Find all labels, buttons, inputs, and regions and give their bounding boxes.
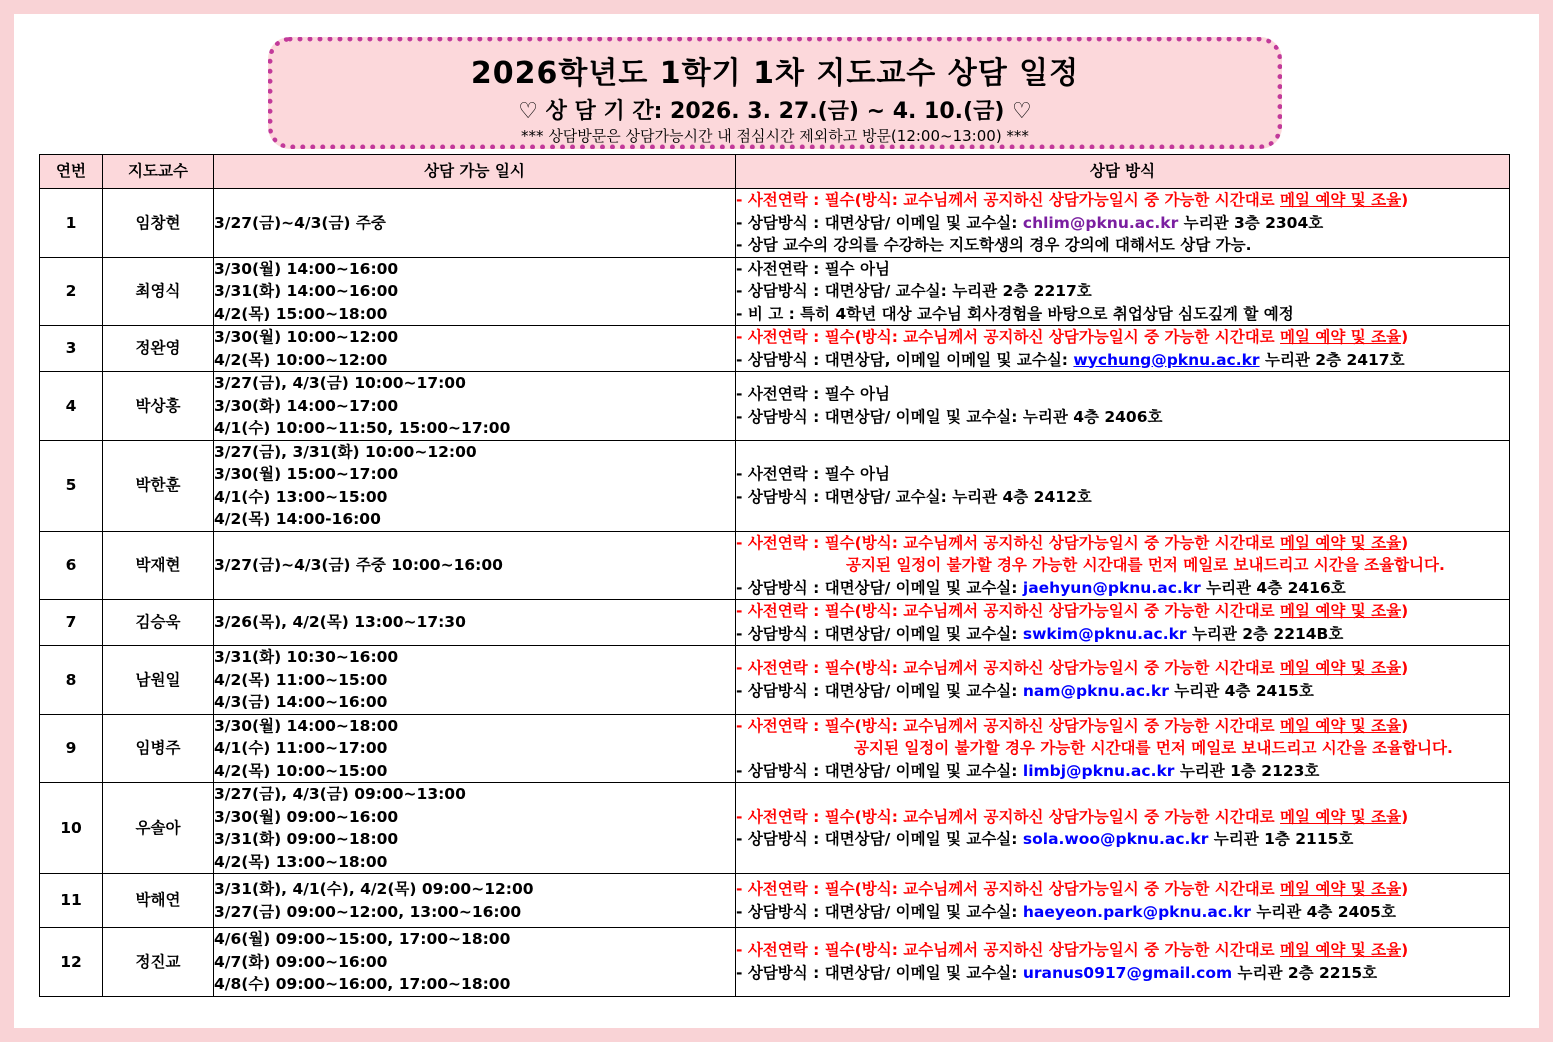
row-method [736, 372, 1510, 441]
time-slot: 4/1(수) 10:00~11:50, 15:00~17:00 [214, 419, 511, 437]
row-professor: 남원일 [103, 646, 214, 715]
email-link[interactable]: wychung@pknu.ac.kr [1073, 350, 1260, 369]
method-line: - 상담방식 : 대면상담/ 이메일 및 교수실: 누리관 4층 2406호 [736, 407, 1163, 426]
method-line: - 상담방식 : 대면상담/ 교수실: 누리관 4층 2412호 [736, 487, 1092, 506]
table-row [40, 874, 1510, 928]
extra-note: - 상담 교수의 강의를 수강하는 지도학생의 경우 강의에 대해서도 상담 가능. [736, 236, 1252, 254]
method-line: - 상담방식 : 대면상담, 이메일 이메일 및 교수실: wychung@pknu.ac.kr 누리관 2층 2417호 [736, 350, 1405, 369]
email-link[interactable]: jaehyun@pknu.ac.kr [1022, 578, 1201, 597]
time-slot: 3/30(월) 09:00~16:00 [214, 807, 399, 826]
method-line: - 상담방식 : 대면상담/ 이메일 및 교수실: jaehyun@pknu.ac.kr 누리관 4층 2416호 [736, 578, 1346, 597]
time-slot: 4/2(목) 10:00~12:00 [214, 350, 388, 369]
table-row [40, 257, 1510, 326]
time-slot: 4/2(목) 14:00-16:00 [214, 510, 381, 528]
row-num: 10 [40, 783, 103, 874]
table-row [40, 783, 1510, 874]
row-num: 6 [40, 531, 103, 600]
row-method [736, 783, 1510, 874]
time-slot: 4/2(목) 15:00~18:00 [214, 304, 388, 323]
row-professor: 김승욱 [103, 600, 214, 646]
time-slot: 4/1(수) 13:00~15:00 [214, 487, 388, 506]
email-link[interactable]: swkim@pknu.ac.kr [1022, 624, 1187, 643]
row-times [214, 257, 736, 326]
row-num: 4 [40, 372, 103, 441]
contact-not-required: - 사전연락 : 필수 아님 [736, 259, 891, 278]
method-line: - 상담방식 : 대면상담/ 이메일 및 교수실: chlim@pknu.ac.kr 누리관 3층 2304호 [736, 213, 1324, 232]
col-header-method: 상담 방식 [736, 155, 1510, 189]
time-slot: 4/7(화) 09:00~16:00 [214, 952, 388, 971]
time-slot: 3/30(화) 14:00~17:00 [214, 396, 399, 415]
row-professor: 최영식 [103, 257, 214, 326]
extra-note: - 비 고 : 특히 4학년 대상 교수님 회사경험을 바탕으로 취업상담 심도깊게 할 예정 [736, 304, 1294, 323]
row-professor: 임병주 [103, 714, 214, 783]
time-slot: 4/6(월) 09:00~15:00, 17:00~18:00 [214, 930, 511, 948]
time-slot: 3/30(월) 15:00~17:00 [214, 465, 399, 483]
followup-note: 공지된 일정이 불가할 경우 가능한 시간대를 먼저 메일로 보내드리고 시간을 조율합니다. [854, 739, 1453, 757]
email-link[interactable]: sola.woo@pknu.ac.kr [1022, 830, 1209, 848]
row-method [736, 646, 1510, 715]
time-slot: 3/31(화) 10:30~16:00 [214, 648, 399, 666]
time-slot: 4/2(목) 10:00~15:00 [214, 761, 388, 780]
contact-required: - 사전연락 : 필수(방식: 교수님께서 공지하신 상담가능일시 중 가능한 시간대로 메일 예약 및 조율) [736, 807, 1409, 826]
table-row [40, 326, 1510, 372]
row-times [214, 531, 736, 600]
email-link[interactable]: limbj@pknu.ac.kr [1022, 761, 1175, 780]
row-times [214, 189, 736, 258]
row-method [736, 326, 1510, 372]
time-slot: 4/2(목) 13:00~18:00 [214, 852, 388, 871]
title-banner [268, 37, 1282, 149]
table-row [40, 189, 1510, 258]
time-slot: 3/30(월) 10:00~12:00 [214, 328, 399, 346]
contact-not-required: - 사전연락 : 필수 아님 [736, 385, 891, 404]
row-method [736, 714, 1510, 783]
row-professor: 우솔아 [103, 783, 214, 874]
time-slot: 3/30(월) 14:00~18:00 [214, 716, 399, 735]
row-num: 3 [40, 326, 103, 372]
time-slot: 3/27(금)~4/3(금) 주중 10:00~16:00 [214, 556, 503, 574]
row-method [736, 189, 1510, 258]
row-num: 5 [40, 440, 103, 531]
contact-required: - 사전연락 : 필수(방식: 교수님께서 공지하신 상담가능일시 중 가능한 시간대로 메일 예약 및 조율) [736, 941, 1409, 960]
row-method [736, 600, 1510, 646]
table-row [40, 531, 1510, 600]
followup-note: 공지된 일정이 불가할 경우 가능한 시간대를 먼저 메일로 보내드리고 시간을 조율합니다. [846, 556, 1445, 574]
row-num: 9 [40, 714, 103, 783]
row-num: 1 [40, 189, 103, 258]
table-row [40, 440, 1510, 531]
table-row [40, 600, 1510, 646]
table-row [40, 372, 1510, 441]
row-professor: 임창현 [103, 189, 214, 258]
email-link[interactable]: chlim@pknu.ac.kr [1022, 213, 1179, 232]
method-line: - 상담방식 : 대면상담/ 이메일 및 교수실: haeyeon.park@pknu.ac.kr 누리관 4층 2405호 [736, 902, 1396, 921]
time-slot: 4/3(금) 14:00~16:00 [214, 693, 388, 711]
row-num: 7 [40, 600, 103, 646]
row-times [214, 874, 736, 928]
row-method [736, 257, 1510, 326]
contact-required: - 사전연락 : 필수(방식: 교수님께서 공지하신 상담가능일시 중 가능한 시간대로 메일 예약 및 조율) [736, 659, 1409, 678]
time-slot: 3/31(화) 14:00~16:00 [214, 282, 399, 300]
page-title: 2026학년도 1학기 1차 지도교수 상담 일정 [470, 56, 1080, 91]
table-row [40, 714, 1510, 783]
method-line: - 상담방식 : 대면상담/ 이메일 및 교수실: sola.woo@pknu.ac.kr 누리관 1층 2115호 [736, 830, 1354, 848]
row-num: 12 [40, 928, 103, 997]
row-professor: 박해연 [103, 874, 214, 928]
row-times [214, 714, 736, 783]
time-slot: 3/27(금), 4/3(금) 09:00~13:00 [214, 785, 466, 803]
row-professor: 정진교 [103, 928, 214, 997]
contact-required: - 사전연락 : 필수(방식: 교수님께서 공지하신 상담가능일시 중 가능한 시간대로 메일 예약 및 조율) [736, 328, 1409, 346]
schedule-table [39, 154, 1510, 997]
method-line: - 상담방식 : 대면상담/ 교수실: 누리관 2층 2217호 [736, 282, 1092, 300]
time-slot: 3/30(월) 14:00~16:00 [214, 259, 399, 278]
method-line: - 상담방식 : 대면상담/ 이메일 및 교수실: uranus0917@gmail.com 누리관 2층 2215호 [736, 963, 1378, 982]
time-slot: 3/31(화) 09:00~18:00 [214, 830, 399, 848]
contact-required: - 사전연락 : 필수(방식: 교수님께서 공지하신 상담가능일시 중 가능한 시간대로 메일 예약 및 조율) [736, 880, 1409, 898]
col-header-professor: 지도교수 [103, 155, 214, 189]
row-method [736, 531, 1510, 600]
time-slot: 4/1(수) 11:00~17:00 [214, 739, 388, 757]
row-num: 2 [40, 257, 103, 326]
time-slot: 3/26(목), 4/2(목) 13:00~17:30 [214, 613, 466, 632]
email-link[interactable]: nam@pknu.ac.kr [1022, 681, 1169, 700]
row-professor: 박한훈 [103, 440, 214, 531]
table-row [40, 928, 1510, 997]
counseling-period: ♡ 상 담 기 간: 2026. 3. 27.(금) ~ 4. 10.(금) ♡ [518, 99, 1032, 124]
contact-required: - 사전연락 : 필수(방식: 교수님께서 공지하신 상담가능일시 중 가능한 시간대로 메일 예약 및 조율) [736, 191, 1409, 209]
row-num: 8 [40, 646, 103, 715]
method-line: - 상담방식 : 대면상담/ 이메일 및 교수실: swkim@pknu.ac.kr 누리관 2층 2214B호 [736, 624, 1344, 643]
row-times [214, 600, 736, 646]
row-professor: 정완영 [103, 326, 214, 372]
row-method [736, 928, 1510, 997]
row-times [214, 646, 736, 715]
col-header-times: 상담 가능 일시 [214, 155, 736, 189]
time-slot: 3/27(금), 4/3(금) 10:00~17:00 [214, 374, 466, 392]
row-professor: 박상홍 [103, 372, 214, 441]
contact-required: - 사전연락 : 필수(방식: 교수님께서 공지하신 상담가능일시 중 가능한 시간대로 메일 예약 및 조율) [736, 602, 1409, 620]
table-header-row [40, 155, 1510, 189]
time-slot: 4/8(수) 09:00~16:00, 17:00~18:00 [214, 975, 511, 993]
visit-note: *** 상담방문은 상담가능시간 내 점심시간 제외하고 방문(12:00~13:00) *** [521, 127, 1029, 145]
time-slot: 4/2(목) 11:00~15:00 [214, 670, 388, 689]
table-row [40, 646, 1510, 715]
row-method [736, 874, 1510, 928]
contact-required: - 사전연락 : 필수(방식: 교수님께서 공지하신 상담가능일시 중 가능한 시간대로 메일 예약 및 조율) [736, 716, 1409, 735]
time-slot: 3/31(화), 4/1(수), 4/2(목) 09:00~12:00 [214, 880, 534, 898]
row-professor: 박재현 [103, 531, 214, 600]
col-header-num: 연번 [40, 155, 103, 189]
row-times [214, 783, 736, 874]
row-times [214, 372, 736, 441]
contact-required: - 사전연락 : 필수(방식: 교수님께서 공지하신 상담가능일시 중 가능한 시간대로 메일 예약 및 조율) [736, 533, 1409, 552]
time-slot: 3/27(금)~4/3(금) 주중 [214, 213, 386, 232]
row-num: 11 [40, 874, 103, 928]
method-line: - 상담방식 : 대면상담/ 이메일 및 교수실: nam@pknu.ac.kr 누리관 4층 2415호 [736, 681, 1314, 700]
contact-not-required: - 사전연락 : 필수 아님 [736, 465, 891, 483]
time-slot: 3/27(금) 09:00~12:00, 13:00~16:00 [214, 902, 522, 921]
row-times [214, 928, 736, 997]
time-slot: 3/27(금), 3/31(화) 10:00~12:00 [214, 442, 477, 461]
row-method [736, 440, 1510, 531]
row-times [214, 326, 736, 372]
row-times [214, 440, 736, 531]
method-line: - 상담방식 : 대면상담/ 이메일 및 교수실: limbj@pknu.ac.kr 누리관 1층 2123호 [736, 761, 1320, 780]
email-link[interactable]: haeyeon.park@pknu.ac.kr [1022, 902, 1251, 921]
email-link[interactable]: uranus0917@gmail.com [1022, 963, 1233, 982]
